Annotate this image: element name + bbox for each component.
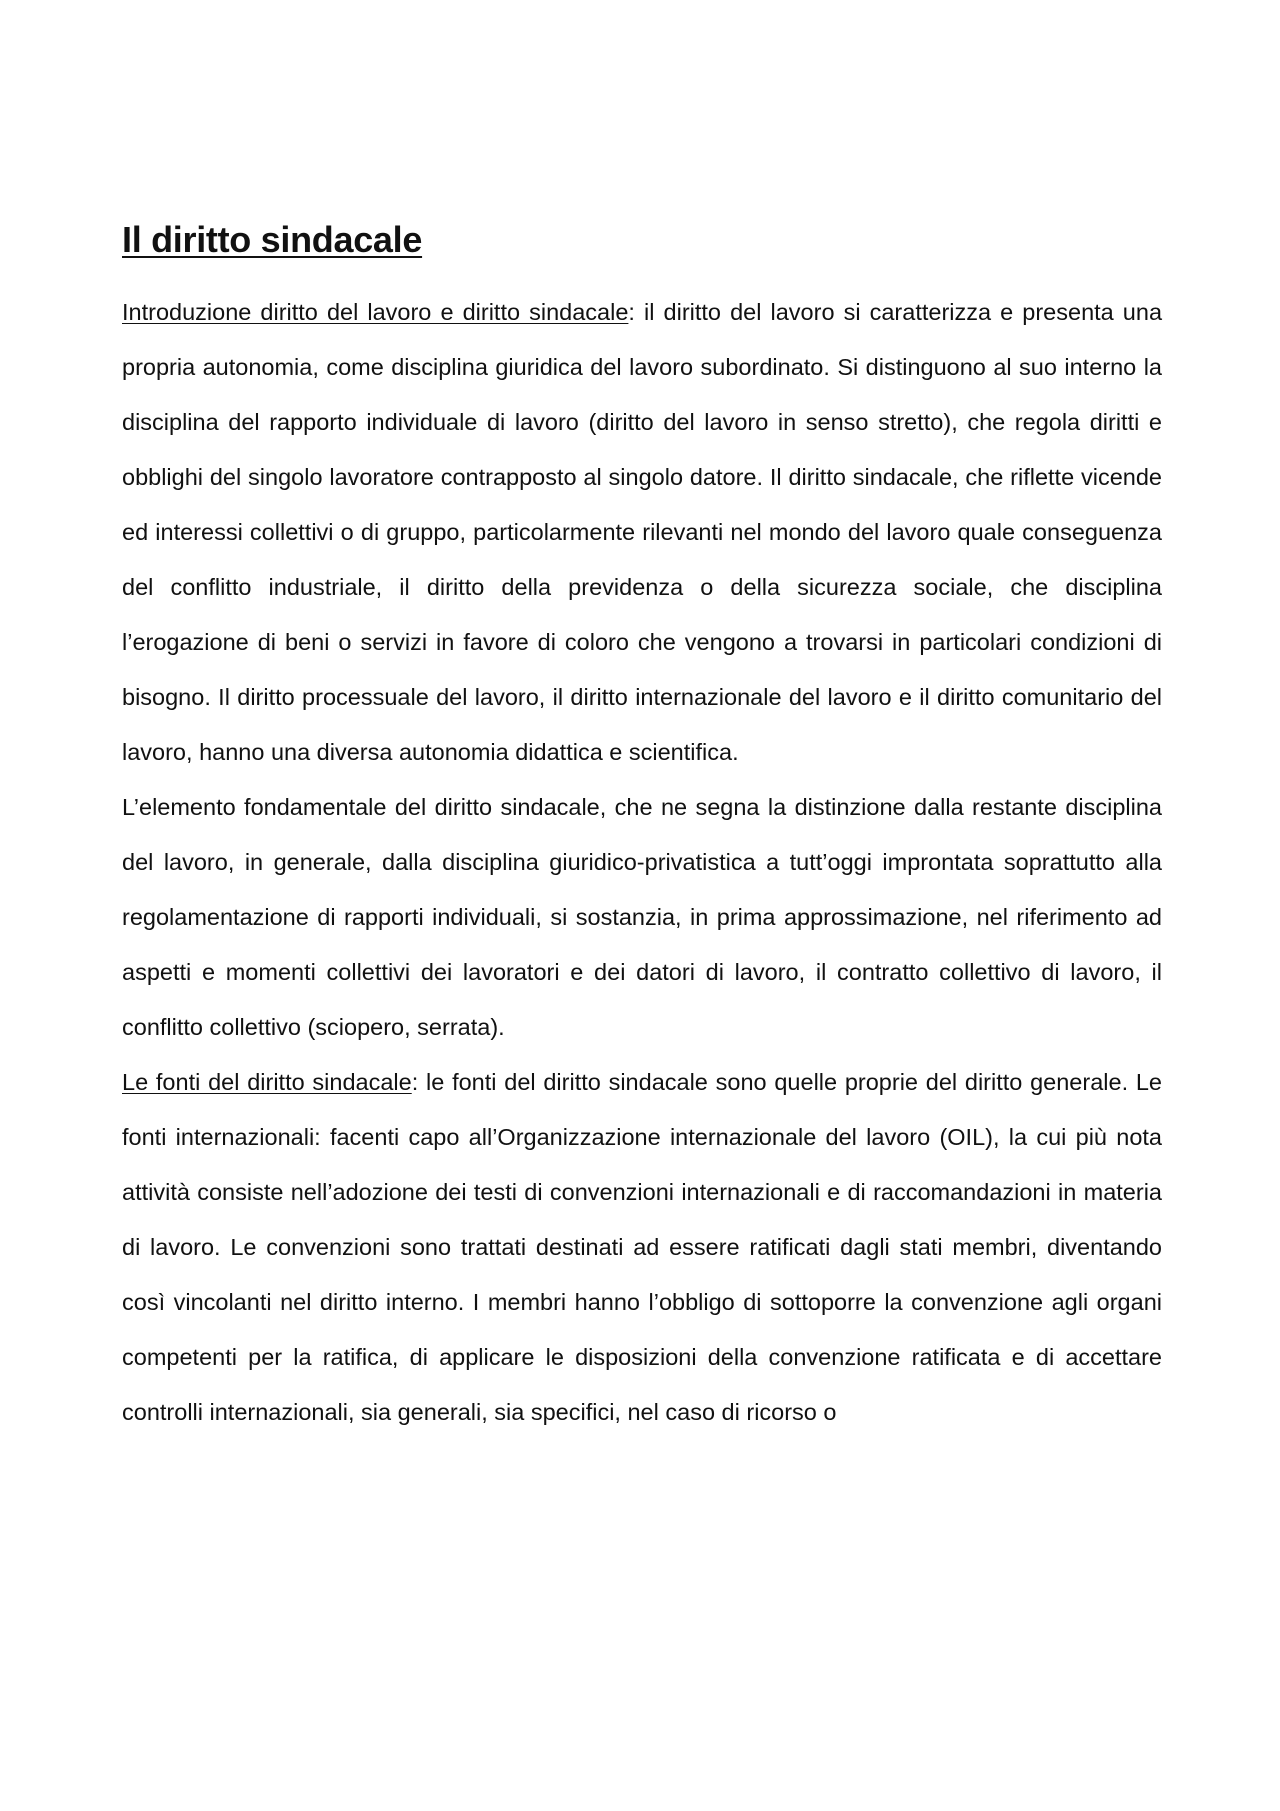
paragraph-text: le fonti del diritto sindacale sono quelle proprie del diritto generale. Le fonti internazionali: facenti capo all’Organizzazione internazionale del lavoro (OIL), la cui più nota attività consiste nell’adozione dei testi di convenzioni internazionali e di raccomandazioni in materia di lavoro. Le convenzioni sono trattati destinati ad essere ratificati dagli stati membri, diventando così vincolanti nel diritto interno. I membri hanno l’obbligo di sottoporre la convenzione agli organi competenti per la ratifica, di applicare le disposizioni della convenzione ratificata e di accettare controlli internazionali, sia generali, sia specifici, nel caso di ricorso o (122, 1069, 1162, 1426)
paragraph-elemento-fondamentale (122, 780, 1162, 1055)
section-heading-fonti: Le fonti del diritto sindacale (122, 1069, 412, 1096)
document-title: Il diritto sindacale (122, 219, 423, 260)
paragraph-fonti (122, 1055, 1162, 1440)
paragraph-text: il diritto del lavoro si caratterizza e presenta una propria autonomia, come disciplina giuridica del lavoro subordinato. Si distinguono al suo interno la disciplina del rapporto individuale di lavoro (diritto del lavoro in senso stretto), che regola diritti e obblighi del singolo lavoratore contrapposto al singolo datore. Il diritto sindacale, che riflette vicende ed interessi collettivi o di gruppo, particolarmente rilevanti nel mondo del lavoro quale conseguenza del conflitto industriale, il diritto della previdenza o della sicurezza sociale, che disciplina l’erogazione di beni o servizi in favore di coloro che vengono a trovarsi in particolari condizioni di bisogno. Il diritto processuale del lavoro, il diritto internazionale del lavoro e il diritto comunitario del lavoro, hanno una diversa autonomia didattica e scientifica. (122, 299, 1163, 766)
paragraph-text: L’elemento fondamentale del diritto sindacale, che ne segna la distinzione dalla restante disciplina del lavoro, in generale, dalla disciplina giuridico-privatistica a tutt’oggi improntata soprattutto alla regolamentazione di rapporti individuali, si sostanzia, in prima approssimazione, nel riferimento ad aspetti e momenti collettivi dei lavoratori e dei datori di lavoro, il contratto collettivo di lavoro, il conflitto collettivo (sciopero, serrata). (122, 794, 1162, 1041)
paragraph-introduzione (122, 285, 1162, 780)
heading-separator: : (628, 299, 645, 326)
section-heading-introduzione: Introduzione diritto del lavoro e diritto sindacale (122, 299, 629, 326)
heading-separator: : (411, 1069, 427, 1096)
document-body (122, 218, 1162, 1440)
